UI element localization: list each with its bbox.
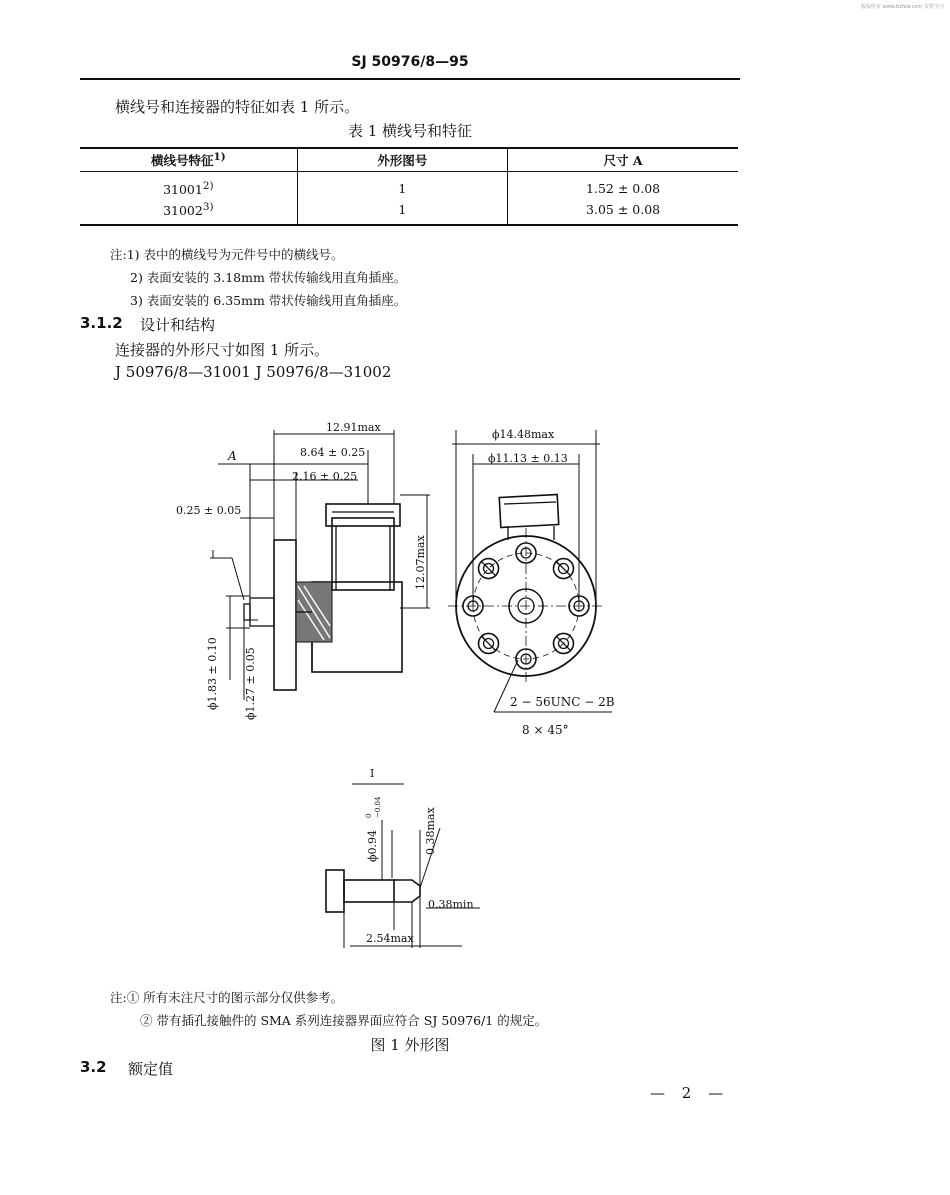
part-numbers: J 50976/8—31001 J 50976/8—31002 xyxy=(115,363,392,381)
dim-overall-length: 12.91max xyxy=(326,421,381,434)
dim-864: 8.64 ± 0.25 xyxy=(300,446,366,459)
front-view xyxy=(448,495,604,684)
detail-label: I xyxy=(370,767,375,780)
th-code: 横线号特征$^{1)}$ xyxy=(150,151,226,169)
note-3: 3) 表面安装的 6.35mm 带状传输线用直角插座。 xyxy=(130,293,407,308)
note-1: 注:1) 表中的横线号为元件号中的横线号。 xyxy=(110,247,344,262)
outline-drawing xyxy=(0,400,950,960)
intro-text: 横线号和连接器的特征如表 1 所示。 xyxy=(115,98,360,116)
dim-216: 2.16 ± 0.25 xyxy=(292,470,358,483)
dim-025: 0.25 ± 0.05 xyxy=(176,504,242,517)
next-section-number: 3.2 xyxy=(80,1058,107,1076)
section-text: 连接器的外形尺寸如图 1 所示。 xyxy=(115,341,330,359)
table-row: 31001$^{2)}$ 1 1.52 ± 0.08 xyxy=(80,172,738,200)
feature-table xyxy=(80,147,738,226)
page-number: — 2 — xyxy=(650,1084,730,1102)
table-row: 31002$^{3)}$ 1 3.05 ± 0.08 xyxy=(80,199,738,225)
dim-038max: 0.38max xyxy=(424,807,437,855)
figure-caption: 图 1 外形图 xyxy=(370,1036,450,1054)
note-2: 2) 表面安装的 3.18mm 带状传输线用直角插座。 xyxy=(130,270,407,285)
dim-254: 2.54max xyxy=(366,932,414,945)
chamfer-spec: 8 × 45° xyxy=(522,723,569,737)
detail-view xyxy=(326,784,480,948)
label-i: I xyxy=(211,550,215,561)
label-a: A xyxy=(228,449,237,463)
thread-spec: 2 − 56UNC − 2B xyxy=(510,695,615,709)
dim-d1113: ϕ11.13 ± 0.13 xyxy=(488,452,568,465)
section-title: 设计和结构 xyxy=(140,316,216,334)
corner-watermark: 版权所有 www.bzfxw.com 仅供学习 xyxy=(861,4,944,10)
next-section-title: 额定值 xyxy=(128,1060,174,1078)
dim-d1448: ϕ14.48max xyxy=(492,428,555,441)
figure-note-1: 注:① 所有未注尺寸的图示部分仅供参考。 xyxy=(110,990,344,1005)
table-title: 表 1 横线号和特征 xyxy=(347,122,473,140)
dim-d094-tol-lower: −0.04 xyxy=(374,796,382,818)
dim-d094-tol-upper: 0 xyxy=(365,813,373,818)
figure-note-2: ② 带有插孔接触件的 SMA 系列连接器界面应符合 SJ 50976/1 的规定。 xyxy=(140,1013,548,1028)
dim-038min: 0.38min xyxy=(428,898,474,911)
header-rule xyxy=(80,78,740,80)
th-dim: 尺寸 A xyxy=(508,148,738,172)
dim-height: 12.07max xyxy=(414,535,427,590)
dim-d183: ϕ1.83 ± 0.10 xyxy=(206,637,219,710)
section-number: 3.1.2 xyxy=(80,314,123,332)
th-figure: 外形图号 xyxy=(297,148,508,172)
front-view-dimensions xyxy=(452,430,612,712)
side-view xyxy=(244,504,402,690)
document-header: SJ 50976/8—95 xyxy=(351,54,469,70)
dim-d094: ϕ0.94 xyxy=(366,830,379,862)
dim-d127: ϕ1.27 ± 0.05 xyxy=(244,647,257,720)
